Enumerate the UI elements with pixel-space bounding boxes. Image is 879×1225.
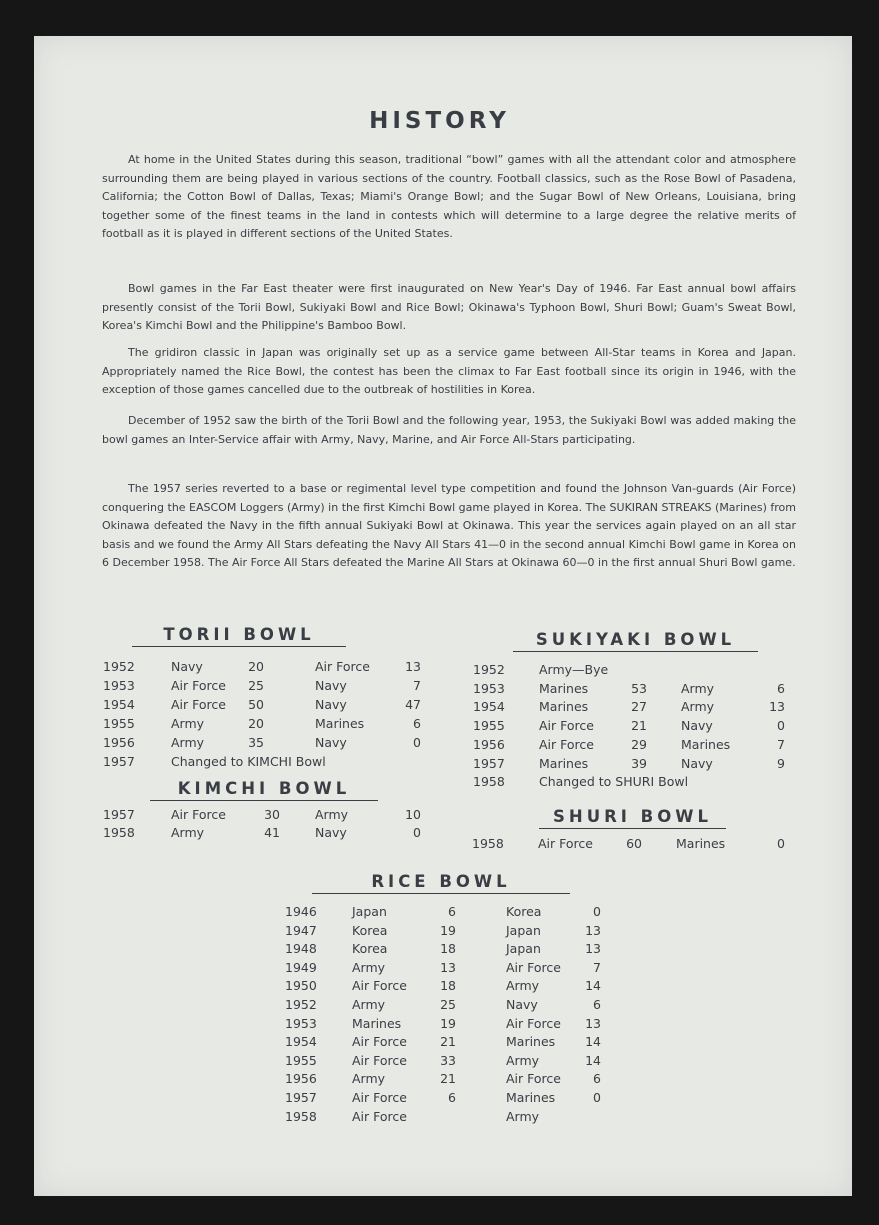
intro-paragraph-1: At home in the United States during this season, traditional “bowl” games with all the attendant color and atmosphere surrounding them are being played in various sections of the country. Football classics, such as the Rose Bowl of Pasadena, California; the Cotton Bowl of Dallas, Texas; Miami's Orange Bowl; and the Sugar Bowl of New Orleans, Louisiana, bring together some of the finest teams in the land in contests which will determine to a large degree the relative merits of football as it is played in different sections of the United States. bbox=[102, 153, 796, 241]
winning-team: Army bbox=[171, 734, 205, 750]
losing-team: Navy bbox=[315, 696, 347, 712]
game-year: 1958 bbox=[103, 825, 135, 840]
losing-score: 7 bbox=[593, 959, 601, 975]
losing-score: 14 bbox=[585, 1034, 601, 1050]
game-year: 1952 bbox=[473, 662, 505, 677]
winning-score: 19 bbox=[440, 922, 456, 938]
game-year: 1957 bbox=[285, 1090, 317, 1105]
losing-score: 0 bbox=[777, 718, 785, 734]
losing-score: 10 bbox=[405, 807, 421, 822]
losing-score: 13 bbox=[585, 941, 601, 957]
losing-team: Marines bbox=[681, 736, 731, 752]
game-year: 1950 bbox=[285, 978, 317, 994]
game-year: 1957 bbox=[473, 755, 505, 771]
losing-score: 6 bbox=[777, 680, 785, 696]
rice-bowl-row bbox=[0, 903, 879, 921]
game-year: 1953 bbox=[285, 1015, 317, 1031]
sukiyaki-bowl-row bbox=[0, 661, 879, 679]
winning-team: Army bbox=[352, 997, 386, 1012]
sukiyaki-bowl-row bbox=[0, 736, 879, 754]
losing-score: 0 bbox=[413, 734, 421, 750]
intro-paragraph-4: December of 1952 saw the birth of the Torii Bowl and the following year, 1953, the Sukiyaki Bowl was added making the bowl games an Inter-Service affair with Army, Navy, Marine, and Air Force All-Stars participating. bbox=[102, 414, 796, 446]
losing-score: 47 bbox=[405, 696, 421, 712]
losing-score: 6 bbox=[593, 1071, 601, 1087]
losing-team: Air Force bbox=[506, 1015, 561, 1031]
winning-score: 41 bbox=[264, 825, 280, 840]
intro-paragraph-5: The 1957 series reverted to a base or regimental level type competition and found the Johnson Van-guards (Air Force) conquering the EASCOM Loggers (Army) in the first Kimchi Bowl game played in Korea. The SUKIRAN STREAKS (Marines) from Okinawa defeated the Navy in the fifth annual Sukiyaki Bowl at Okinawa. This year the services again played on an all star basis and we found the Army All Stars defeating the Navy All Stars 41—0 in the second annual Kimchi Bowl game in Korea on 6 December 1958. The Air Force All Stars defeated the Marine All Stars at Okinawa 60—0 in the first annual Shuri Bowl game. bbox=[102, 482, 796, 570]
losing-team: Navy bbox=[315, 825, 347, 840]
game-year: 1956 bbox=[473, 736, 505, 752]
winning-score: 13 bbox=[440, 959, 456, 975]
winning-score: 39 bbox=[631, 755, 647, 771]
losing-score: 6 bbox=[413, 715, 421, 731]
rice-bowl-row bbox=[0, 1033, 879, 1051]
winning-score: 21 bbox=[440, 1071, 456, 1087]
winning-team: Navy bbox=[171, 659, 203, 674]
rice-bowl-title: RICE BOWL bbox=[312, 872, 570, 894]
winning-team: Air Force bbox=[538, 836, 593, 851]
game-year: 1953 bbox=[473, 680, 505, 696]
losing-score: 0 bbox=[593, 1090, 601, 1105]
losing-team: Army bbox=[506, 1052, 540, 1068]
game-year: 1954 bbox=[285, 1034, 317, 1050]
losing-score: 13 bbox=[769, 699, 785, 715]
game-year: 1947 bbox=[285, 922, 317, 938]
losing-team: Korea bbox=[506, 904, 542, 919]
losing-team: Japan bbox=[506, 941, 541, 957]
intro-paragraph-2: Bowl games in the Far East theater were first inaugurated on New Year's Day of 1946. Far East annual bowl affairs presently consist of the Torii Bowl, Sukiyaki Bowl and Rice Bowl; Okinawa's Typhoon Bowl, Shuri Bowl; Guam's Sweat Bowl, Korea's Kimchi Bowl and the Philippine's Bamboo Bowl. bbox=[102, 282, 796, 333]
sukiyaki-bowl-title: SUKIYAKI BOWL bbox=[513, 630, 758, 652]
winning-score: 6 bbox=[448, 904, 456, 919]
sukiyaki-bowl-row bbox=[0, 698, 879, 716]
winning-score: 29 bbox=[631, 736, 647, 752]
winning-score: 6 bbox=[448, 1090, 456, 1105]
game-year: 1955 bbox=[103, 715, 135, 731]
losing-team: Navy bbox=[506, 997, 538, 1012]
kimchi-bowl-row bbox=[0, 806, 879, 824]
losing-score: 7 bbox=[413, 677, 421, 693]
game-year: 1948 bbox=[285, 941, 317, 957]
losing-team: Army bbox=[506, 1108, 540, 1124]
game-note: Changed to KIMCHI Bowl bbox=[171, 753, 326, 769]
winning-team: Japan bbox=[352, 904, 387, 919]
game-year: 1955 bbox=[285, 1052, 317, 1068]
rice-bowl-row bbox=[0, 996, 879, 1014]
winning-score: 20 bbox=[248, 715, 264, 731]
rice-bowl-row bbox=[0, 1015, 879, 1033]
game-note: Changed to SHURI Bowl bbox=[539, 774, 689, 790]
game-year: 1957 bbox=[103, 753, 135, 769]
game-year: 1946 bbox=[285, 904, 317, 919]
winning-team: Army bbox=[171, 825, 205, 840]
losing-score: 0 bbox=[777, 836, 785, 851]
game-year: 1952 bbox=[285, 997, 317, 1012]
game-year: 1956 bbox=[103, 734, 135, 750]
losing-score: 13 bbox=[405, 659, 421, 674]
winning-team: Marines bbox=[539, 680, 589, 696]
winning-team: Air Force bbox=[352, 978, 407, 994]
losing-team: Navy bbox=[681, 755, 713, 771]
game-year: 1952 bbox=[103, 659, 135, 674]
losing-team: Marines bbox=[506, 1090, 556, 1105]
winning-score: 18 bbox=[440, 978, 456, 994]
winning-team: Air Force bbox=[171, 677, 226, 693]
losing-score: 14 bbox=[585, 1052, 601, 1068]
game-year: 1957 bbox=[103, 807, 135, 822]
losing-team: Army bbox=[681, 680, 715, 696]
losing-team: Army bbox=[681, 699, 715, 715]
kimchi-bowl-title: KIMCHI BOWL bbox=[150, 779, 378, 801]
winning-team: Air Force bbox=[352, 1108, 407, 1124]
rice-bowl-row bbox=[0, 1089, 879, 1107]
winning-team: Air Force bbox=[352, 1090, 407, 1105]
losing-team: Army bbox=[506, 978, 540, 994]
winning-score: 60 bbox=[626, 836, 642, 851]
losing-team: Navy bbox=[681, 718, 713, 734]
winning-score: 35 bbox=[248, 734, 264, 750]
winning-score: 20 bbox=[248, 659, 264, 674]
losing-team: Air Force bbox=[506, 959, 561, 975]
losing-score: 14 bbox=[585, 978, 601, 994]
torii-bowl-title: TORII BOWL bbox=[132, 625, 346, 647]
winning-score: 50 bbox=[248, 696, 264, 712]
rice-bowl-row bbox=[0, 1108, 879, 1126]
game-year: 1954 bbox=[103, 696, 135, 712]
losing-team: Marines bbox=[506, 1034, 556, 1050]
winning-team: Army bbox=[171, 715, 205, 731]
winning-team: Army bbox=[352, 1071, 386, 1087]
losing-team: Navy bbox=[315, 677, 347, 693]
losing-score: 7 bbox=[777, 736, 785, 752]
winning-score: 21 bbox=[631, 718, 647, 734]
winning-score: 19 bbox=[440, 1015, 456, 1031]
game-note: Army—Bye bbox=[539, 662, 609, 677]
game-year: 1949 bbox=[285, 959, 317, 975]
winning-team: Marines bbox=[539, 699, 589, 715]
winning-team: Air Force bbox=[171, 696, 226, 712]
sukiyaki-bowl-row bbox=[0, 773, 879, 791]
winning-score: 33 bbox=[440, 1052, 456, 1068]
losing-team: Marines bbox=[676, 836, 726, 851]
losing-team: Marines bbox=[315, 715, 365, 731]
losing-team: Army bbox=[315, 807, 349, 822]
winning-team: Air Force bbox=[352, 1052, 407, 1068]
winning-team: Air Force bbox=[539, 736, 594, 752]
losing-score: 6 bbox=[593, 997, 601, 1012]
losing-team: Japan bbox=[506, 922, 541, 938]
winning-score: 25 bbox=[248, 677, 264, 693]
game-year: 1958 bbox=[472, 836, 504, 851]
rice-bowl-row bbox=[0, 1052, 879, 1070]
losing-score: 0 bbox=[413, 825, 421, 840]
winning-score: 18 bbox=[440, 941, 456, 957]
sukiyaki-bowl-row bbox=[0, 717, 879, 735]
game-year: 1958 bbox=[285, 1108, 317, 1124]
winning-team: Army bbox=[352, 959, 386, 975]
losing-team: Navy bbox=[315, 734, 347, 750]
intro-paragraph-3: The gridiron classic in Japan was originally set up as a service game between All-Star teams in Korea and Japan. Appropriately named the Rice Bowl, the contest has been the climax to Far East football since its origin in 1946, with the exception of those games cancelled due to the outbreak of hostilities in Korea. bbox=[102, 346, 796, 397]
losing-score: 13 bbox=[585, 1015, 601, 1031]
losing-team: Air Force bbox=[506, 1071, 561, 1087]
sukiyaki-bowl-row bbox=[0, 680, 879, 698]
winning-score: 25 bbox=[440, 997, 456, 1012]
game-year: 1956 bbox=[285, 1071, 317, 1087]
winning-score: 27 bbox=[631, 699, 647, 715]
winning-score: 30 bbox=[264, 807, 280, 822]
page-title: HISTORY bbox=[369, 108, 510, 134]
rice-bowl-row bbox=[0, 977, 879, 995]
winning-score: 21 bbox=[440, 1034, 456, 1050]
rice-bowl-row bbox=[0, 1070, 879, 1088]
game-year: 1955 bbox=[473, 718, 505, 734]
game-year: 1954 bbox=[473, 699, 505, 715]
shuri-bowl-title: SHURI BOWL bbox=[539, 807, 726, 829]
losing-score: 0 bbox=[593, 904, 601, 919]
losing-score: 9 bbox=[777, 755, 785, 771]
losing-team: Air Force bbox=[315, 659, 370, 674]
losing-score: 13 bbox=[585, 922, 601, 938]
shuri-bowl-row bbox=[0, 835, 879, 853]
winning-score: 53 bbox=[631, 680, 647, 696]
sukiyaki-bowl-row bbox=[0, 755, 879, 773]
rice-bowl-row bbox=[0, 940, 879, 958]
rice-bowl-row bbox=[0, 959, 879, 977]
winning-team: Marines bbox=[539, 755, 589, 771]
game-year: 1958 bbox=[473, 774, 505, 790]
winning-team: Korea bbox=[352, 922, 388, 938]
winning-team: Air Force bbox=[171, 807, 226, 822]
winning-team: Air Force bbox=[352, 1034, 407, 1050]
winning-team: Air Force bbox=[539, 718, 594, 734]
rice-bowl-row bbox=[0, 922, 879, 940]
winning-team: Korea bbox=[352, 941, 388, 957]
game-year: 1953 bbox=[103, 677, 135, 693]
winning-team: Marines bbox=[352, 1015, 402, 1031]
